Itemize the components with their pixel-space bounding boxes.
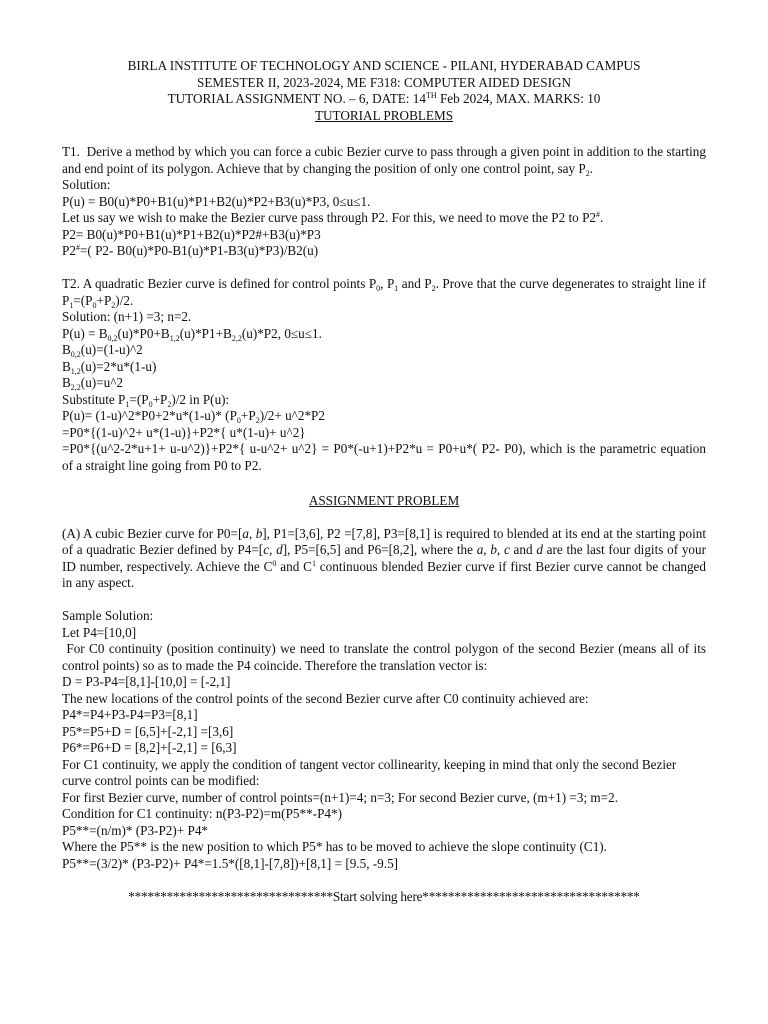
course-line: SEMESTER II, 2023-2024, ME F318: COMPUTER AIDED DESIGN: [196, 74, 572, 90]
section-title-tutorial: TUTORIAL PROBLEMS: [314, 107, 454, 123]
let-p4: Let P4=[10,0]: [62, 624, 137, 640]
t2-b0: $B_{0,2}(u)=(1-u)\^{}2$: [62, 342, 143, 359]
p5-star: P5*=P5+D = [6,5]+[-2,1] =[3,6]: [62, 723, 234, 739]
new-locations: The new locations of the control points of the second Bezier curve after C0 continuity achieved are:: [62, 690, 589, 706]
t1-eq3: P2#=( P2- B0(u)*P0-B1(u)*P1-B3(u)*P3)/B2(u): [62, 243, 319, 258]
p4-star: P4*=P4+P3-P4=P3=[8,1]: [62, 707, 198, 722]
d-eq: D = P3-P4=[8,1]-[10,0] = [-2,1]: [62, 674, 231, 689]
c1-condition: Condition for C1 continuity: n(P3-P2)=m(P5**-P4*): [62, 806, 342, 821]
t2-s2: =P0*{(1-u)^2+ u*(1-u)}+P2*{ u*(1-u)+ u^2}: [62, 424, 306, 440]
t1-eq1: P(u) = B0(u)*P0+B1(u)*P1+B2(u)*P2+B3(u)*P3, 0≤u≤1.: [62, 193, 371, 209]
t2-eq1: $P(u) = B_{0,2}(u)*P0+B_{1,2}(u)*P1+B_{2,2}(u)*P2$, 0≤u≤1.: [62, 325, 322, 343]
c0-text: For C0 continuity (position continuity) we need to translate the control polygon of the second Bezier (means all of its control points) so as to made the P4 coincide. Therefore the translation vector is:: [62, 641, 707, 673]
start-solving-divider: ********************************Start solving here**********************************: [128, 888, 640, 904]
t2-question: T2. A quadratic Bezier curve is defined for control points $P_0$, $P_1$ and $P_2$. Prove that the curve degenerates to straight line if $P_1=(P_0+P_2)/2$.: [62, 276, 706, 310]
t1-solution-label: Solution:: [62, 177, 111, 192]
document-header: [62, 58, 706, 124]
t2-b1: $B_{1,2}(u)=2*u*(1-u)$: [62, 358, 157, 376]
sample-label: Sample Solution:: [62, 608, 154, 623]
first-curve: For first Bezier curve, number of control points=(n+1)=4; n=3; For second Bezier curve, (m+1) =3; m=2.: [62, 789, 618, 805]
c1-text: For C1 continuity, we apply the condition of tangent vector collinearity, keeping in mind that only the second Bezier curve control points can be modified:: [62, 756, 677, 788]
p5-double-star: P5**=(n/m)* (P3-P2)+ P4*: [62, 822, 209, 838]
t1-line2: Let us say we wish to make the Bezier curve pass through P2. For this, we need to move the P2 to P2#.: [62, 210, 604, 225]
problem-t2: [62, 276, 706, 474]
t2-s3: =P0*{(u^2-2*u+1+ u-u^2)}+P2*{ u-u^2+ u^2} = P0*(-u+1)+P2*u = P0+u*( P2- P0), which is the parametric equation of a straight line going from P0 to P2.: [62, 441, 706, 473]
t2-substitute: Substitute $P_1=(P_0+P_2)/2$ in P(u):: [62, 391, 230, 409]
t1-question: T1. Derive a method by which you can force a cubic Bezier curve to pass through a given point in addition to the starting and end point of its polygon. Achieve that by changing the position of only one control point, say $P_2$.: [62, 144, 706, 178]
result: P5**=(3/2)* (P3-P2)+ P4*=1.5*([8,1]-[7,8])+[8,1] = [9.5, -9.5]: [62, 855, 399, 871]
assignment-problem-text: (A) A cubic Bezier curve for P0=[a, b], P1=[3,6], P2 =[7,8], P3=[8,1] is required to blended at its end at the starting point of a quadratic Bezier defined by P4=[c, d], P5=[6,5] and P6=[8,2], where the a, b, c and d are the last four digits of your ID number, respectively. Achieve the $C^0$ and $C^1$ continuous blended Bezier curve if first Bezier curve cannot be changed in any aspect.: [62, 525, 707, 590]
sample-solution: [62, 608, 706, 872]
t2-solution: Solution: (n+1) =3; n=2.: [62, 309, 192, 324]
t2-b2: $B_{2,2}(u)=u\^{}2$: [62, 375, 123, 392]
section-title-assignment: ASSIGNMENT PROBLEM: [308, 492, 460, 508]
assignment-problem: [62, 526, 706, 592]
p6-star: P6*=P6+D = [8,2]+[-2,1] = [6,3]: [62, 740, 237, 755]
t2-s1: P(u)= (1-u)^2*P0+2*u*(1-u)* $(P_0+P_2)/2+$ u^2*P2: [62, 408, 325, 425]
institute-name: BIRLA INSTITUTE OF TECHNOLOGY AND SCIENCE - PILANI, HYDERABAD CAMPUS: [127, 58, 641, 73]
t1-eq2: P2= B0(u)*P0+B1(u)*P1+B2(u)*P2#+B3(u)*P3: [62, 226, 321, 242]
where-text: Where the P5** is the new position to which P5* has to be moved to achieve the slope continuity (C1).: [62, 839, 607, 854]
problem-t1: [62, 144, 706, 260]
assignment-line: TUTORIAL ASSIGNMENT NO. – 6, DATE: 14TH Feb 2024, MAX. MARKS: 10: [167, 91, 601, 106]
